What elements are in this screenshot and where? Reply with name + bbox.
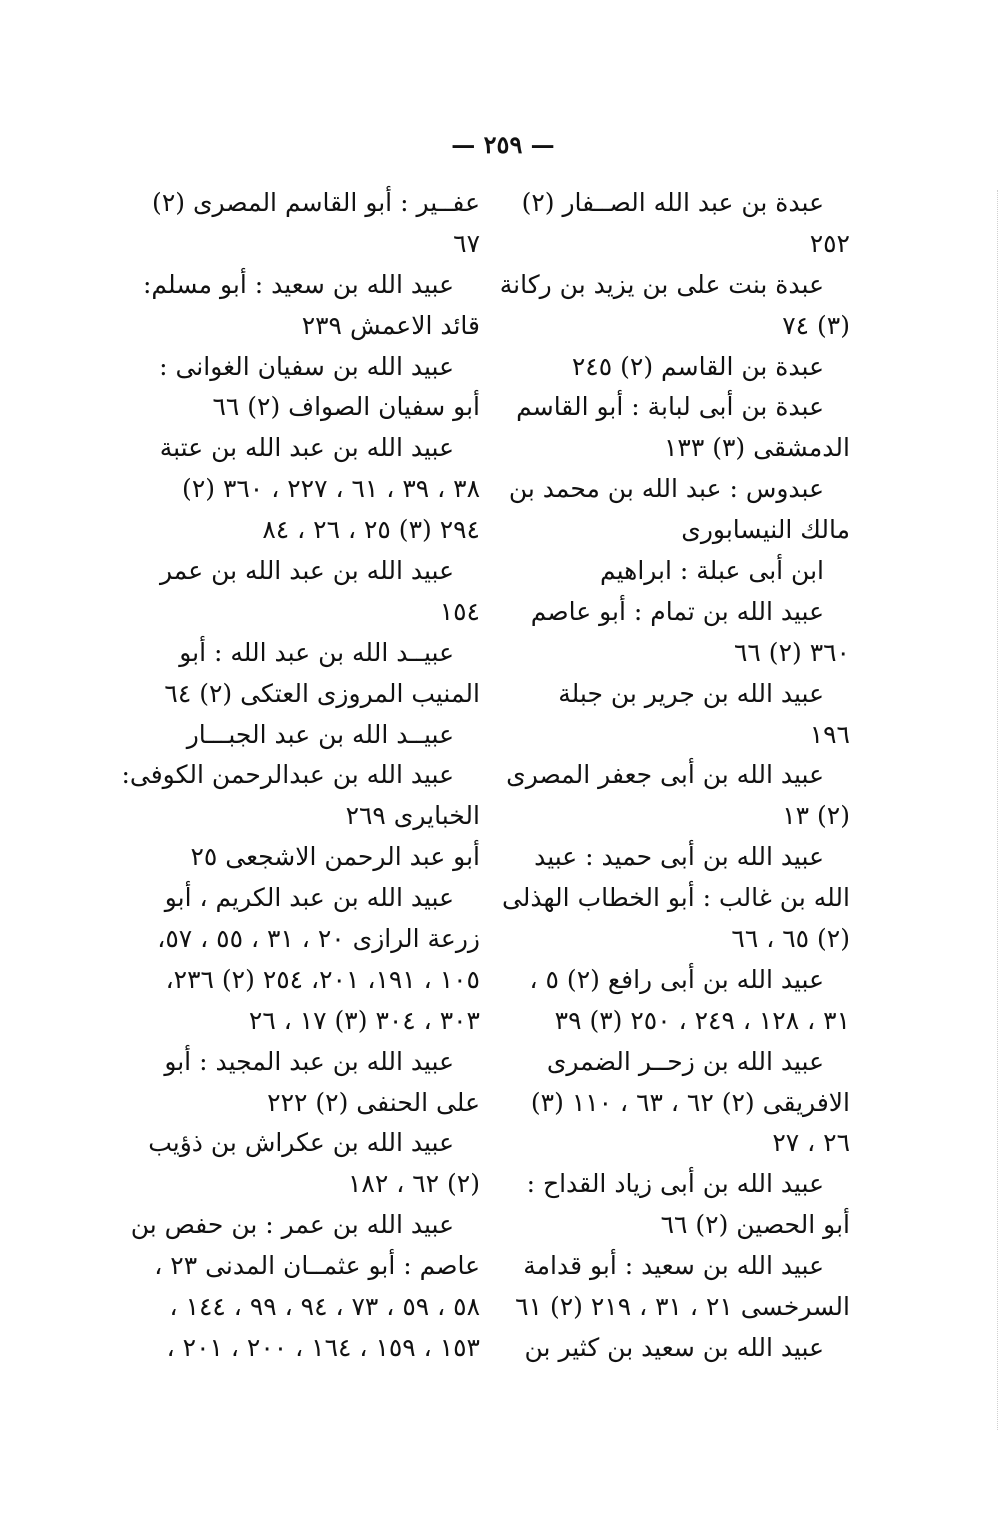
index-column-left: [121, 183, 480, 1369]
index-entry-line: عبيد الله بن عكراش بن ذؤيب: [148, 1128, 454, 1158]
index-entry-line: الدمشقى (٣) ١٣٣: [663, 433, 850, 463]
index-entry-line: عبدة بن أبى لبابة : أبو القاسم: [516, 392, 824, 422]
index-entry-line: أبو سفيان الصواف (٢) ٦٦: [212, 392, 480, 422]
index-entry-line: (٣) ٧٤: [782, 310, 850, 340]
index-entry-line: عبدة بن القاسم (٢) ٢٤٥: [571, 351, 824, 381]
index-entry-line: ابن أبى عبلة : ابراهيم: [599, 556, 824, 586]
index-entry-line: ٢٦ ، ٢٧: [772, 1128, 850, 1158]
index-entry-line: عبيد الله بن سعيد بن كثير بن: [524, 1332, 824, 1362]
index-entry-line: قائد الاعمش ٢٣٩: [301, 310, 480, 340]
index-column-right: [499, 183, 850, 1369]
index-entry-line: ٥٨ ، ٥٩ ، ٧٣ ، ٩٤ ، ٩٩ ، ١٤٤ ،: [169, 1292, 480, 1322]
index-entry-line: عبيد الله بن سعيد : أبو قدامة: [523, 1251, 824, 1281]
index-entry-line: الافريقى (٢) ٦٢ ، ٦٣ ، ١١٠ (٣): [530, 1087, 850, 1117]
index-entry-line: أبو عبد الرحمن الاشجعى ٢٥: [190, 842, 480, 872]
index-entry-line: عبيد الله بن أبى رافع (٢) ٥ ،: [529, 964, 824, 994]
index-entry-line: ٣٨ ، ٣٩ ، ٦١ ، ٢٢٧ ، ٣٦٠ (٢): [182, 474, 480, 504]
index-entry-line: عبيد الله بن جرير بن جبلة: [558, 678, 824, 708]
index-entry-line: عبيد الله بن عبد الله بن عمر: [159, 556, 454, 586]
index-entry-line: ١٥٤: [439, 596, 480, 626]
index-entry-line: ١٥٣ ، ١٥٩ ، ١٦٤ ، ٢٠٠ ، ٢٠١ ،: [166, 1332, 480, 1362]
index-entry-line: ٢٩٤ (٣) ٢٥ ، ٢٦ ، ٨٤: [262, 515, 480, 545]
index-entry-line: عبيــد الله بن عبد الله : أبو: [179, 637, 454, 667]
index-entry-line: الله بن غالب : أبو الخطاب الهذلى: [501, 883, 850, 913]
index-entry-line: عبدة بنت على بن يزيد بن ركانة: [499, 269, 824, 299]
index-entry-line: عبيد الله بن أبى جعفر المصرى: [506, 760, 824, 790]
index-entry-line: ٣٦٠ (٢) ٦٦: [734, 637, 850, 667]
index-entry-line: عبيد الله بن سفيان الغوانى :: [159, 351, 454, 381]
index-entry-line: عبيد الله بن زحــر الضمرى: [546, 1046, 824, 1076]
index-entry-line: ٣٠٣ ، ٣٠٤ (٣) ١٧ ، ٢٦: [248, 1005, 480, 1035]
index-entry-line: ٣١ ، ١٢٨ ، ٢٤٩ ، ٢٥٠ (٣) ٣٩: [554, 1005, 850, 1035]
index-entry-line: الخبايرى ٢٦٩: [345, 801, 480, 831]
index-entry-line: عبيد الله بن عبد الكريم ، أبو: [164, 883, 454, 913]
index-entry-line: عاصم : أبو عثمــان المدنى ٢٣ ،: [154, 1251, 480, 1281]
page-edge-rule: [997, 190, 998, 1430]
index-entry-line: المنيب المروزى العتكى (٢) ٦٤: [164, 678, 480, 708]
index-entry-line: عبيد الله بن تمام : أبو عاصم: [530, 596, 824, 626]
index-entry-line: أبو الحصين (٢) ٦٦: [660, 1210, 850, 1240]
index-entry-line: ١٠٥ ، ١٩١، ٢٠١، ٢٥٤ (٢) ٢٣٦،: [165, 964, 480, 994]
index-entry-line: (٢) ١٣: [782, 801, 850, 831]
index-entry-line: عبيد الله بن أبى حميد : عبيد: [534, 842, 824, 872]
index-entry-line: عبيد الله بن عمر : بن حفص بن: [130, 1210, 454, 1240]
index-entry-line: (٢) ٦٥ ، ٦٦: [731, 924, 850, 954]
index-entry-line: عبيد الله بن عبدالرحمن الكوفى:: [121, 760, 454, 790]
index-entry-line: عبيد الله بن عبد الله بن عتبة: [159, 433, 454, 463]
index-entry-line: مالك النيسابورى: [681, 515, 850, 545]
index-entry-line: ٢٥٢: [809, 228, 850, 258]
index-entry-line: عبيــد الله بن عبد الجبـــار: [186, 719, 454, 749]
index-entry-line: (٢) ٦٢ ، ١٨٢: [347, 1169, 480, 1199]
index-entry-line: ٦٧: [453, 228, 480, 258]
index-entry-line: عبدوس : عبد الله بن محمد بن: [508, 474, 824, 504]
index-entry-line: على الحنفى (٢) ٢٢٢: [267, 1087, 480, 1117]
index-entry-line: ١٩٦: [809, 719, 850, 749]
index-entry-line: زرعة الرازى ٢٠ ، ٣١ ، ٥٥ ، ٥٧،: [157, 924, 480, 954]
index-entry-line: السرخسى ٢١ ، ٣١ ، ٢١٩ (٢) ٦١: [515, 1292, 850, 1322]
index-entry-line: عبدة بن عبد الله الصــفار (٢): [521, 188, 824, 217]
index-entry-line: عبيد الله بن أبى زياد القداح :: [526, 1169, 824, 1199]
index-entry-line: عفــير : أبو القاسم المصرى (٢): [152, 188, 480, 217]
index-entry-line: عبيد الله بن عبد المجيد : أبو: [164, 1046, 454, 1076]
index-entry-line: عبيد الله بن سعيد : أبو مسلم:: [143, 269, 454, 299]
page-number: — ٢٥٩ —: [451, 130, 555, 159]
